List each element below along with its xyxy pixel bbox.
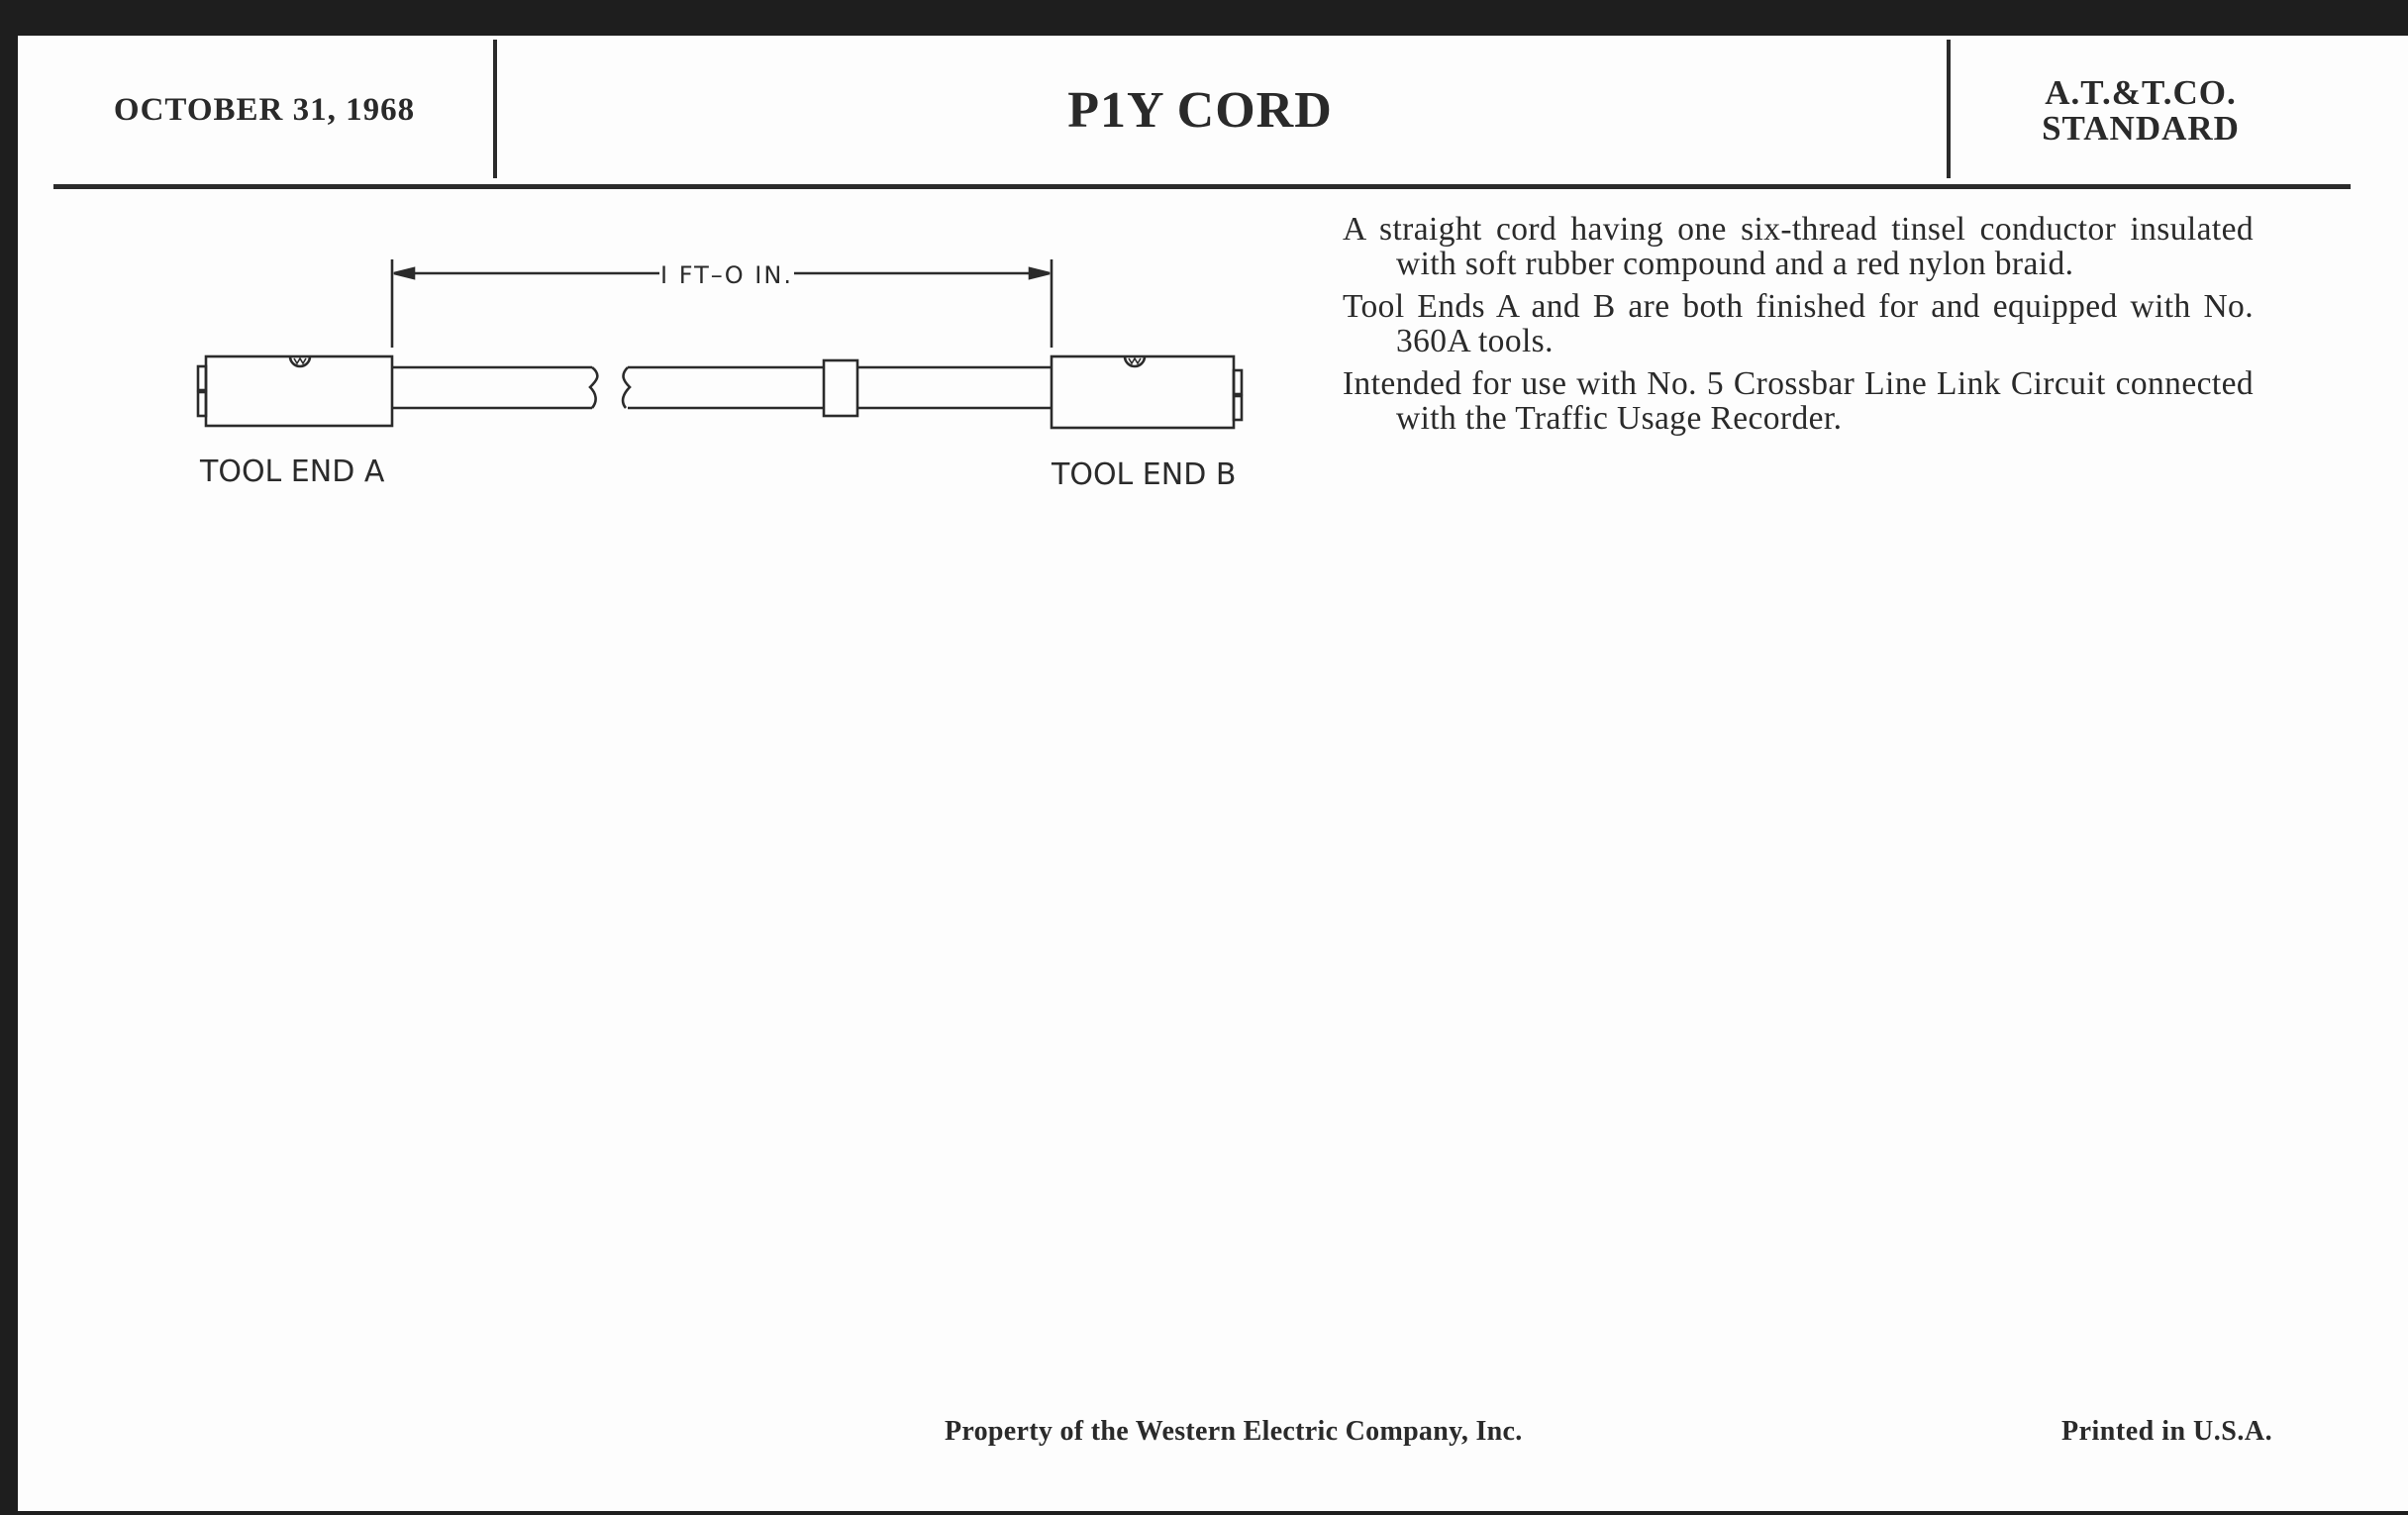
card-header (53, 36, 2351, 189)
arrowhead-left-icon (394, 268, 414, 278)
dimension-label: I FT–O IN. (660, 261, 793, 289)
cord-break-icon (590, 367, 597, 408)
tool-end-a-tip (198, 366, 206, 390)
cord-sleeve (824, 360, 857, 416)
tool-end-b-body (1052, 356, 1234, 428)
property-notice: Property of the Western Electric Company, Inc. (945, 1416, 1523, 1447)
description-paragraph: A straight cord having one six-thread tinsel conductor insulated with soft rubber compound and a red nylon braid. (1343, 211, 2254, 282)
screw-slot-icon (294, 358, 306, 363)
screw-slot-icon (1129, 358, 1141, 363)
printed-notice: Printed in U.S.A. (2061, 1416, 2273, 1447)
arrowhead-right-icon (1030, 268, 1050, 278)
standard-label (1931, 75, 2351, 147)
cord-drawing (166, 214, 1255, 511)
standard-line-1: A.T.&T.CO. (2045, 73, 2237, 112)
tool-end-b-label: TOOL END B (1052, 457, 1237, 492)
tool-end-b-tip (1234, 396, 1242, 420)
cord-description (1343, 212, 2254, 444)
specification-card (18, 36, 2408, 1511)
description-paragraph: Intended for use with No. 5 Crossbar Line Link Circuit connected with the Traffic Usage Recorder. (1343, 365, 2254, 437)
issue-date: OCTOBER 31, 1968 (113, 91, 416, 128)
page-title: P1Y CORD (1067, 81, 1333, 139)
standard-line-2: STANDARD (2042, 109, 2240, 148)
tool-end-a-label: TOOL END A (200, 454, 385, 489)
tool-end-b-tip (1234, 370, 1242, 394)
tool-end-a-tip (198, 392, 206, 416)
description-paragraph: Tool Ends A and B are both finished for and equipped with No. 360A tools. (1343, 288, 2254, 359)
cord-break-icon (623, 367, 630, 408)
